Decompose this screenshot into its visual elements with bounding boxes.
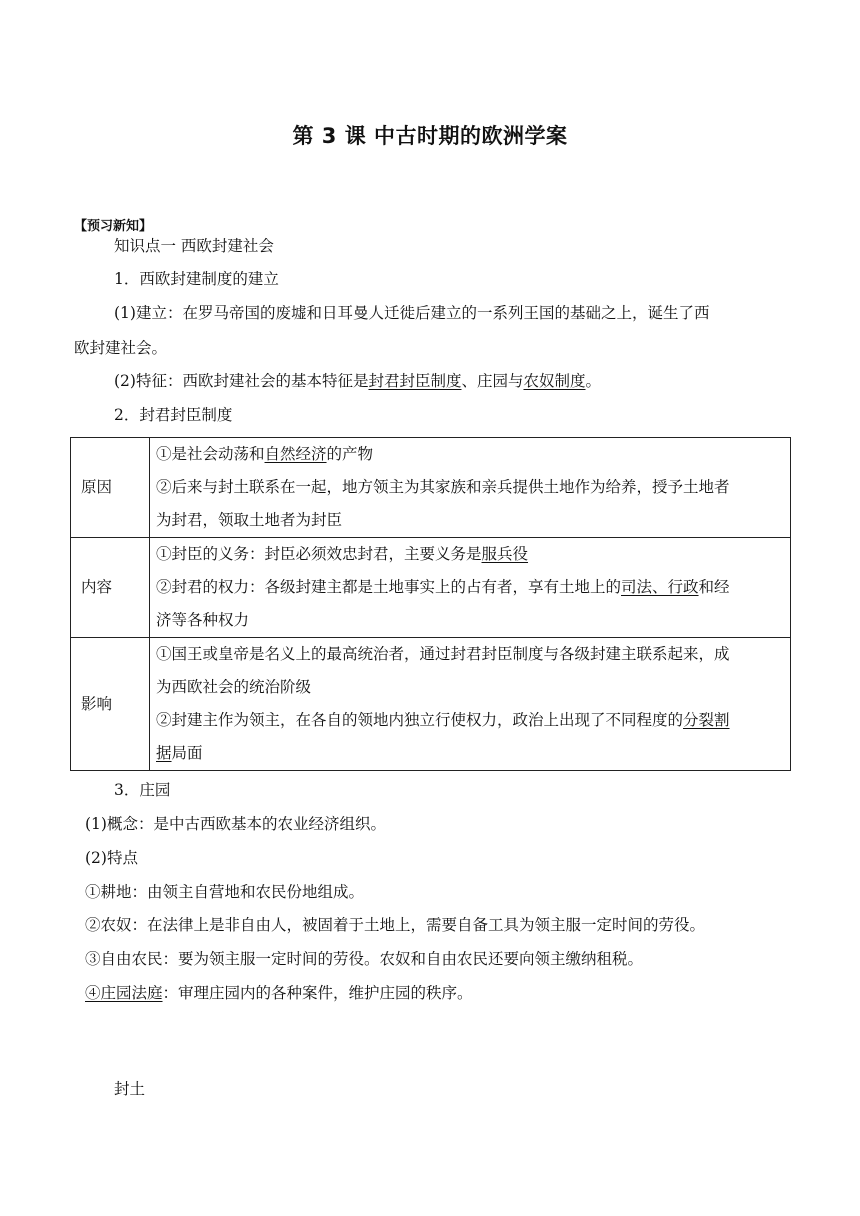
features-text-post: 。 (585, 372, 602, 390)
impact-line-3 (156, 704, 782, 737)
row-body-cause (150, 438, 791, 538)
manor-feature-1: ①耕地：由领主自营地和农民份地组成。 (85, 883, 365, 901)
features-term-1: 封君封臣制度 (368, 372, 462, 390)
footer-word: 封土 (114, 1080, 146, 1098)
row-label-cause: 原因 (71, 438, 150, 538)
manor-features-heading: (2)特点 (85, 849, 138, 867)
impact-line-2: 为西欧社会的统治阶级 (156, 678, 312, 696)
cause-line-3: 为封君，领取土地者为封臣 (156, 511, 343, 529)
impact-text: ②封建主作为领主，在各自的领地内独立行使权力，政治上出现了不同程度的 (156, 711, 684, 729)
manor-feature-3: ③自由农民：要为领主服一定时间的劳役。农奴和自由农民还要向领主缴纳租税。 (85, 950, 644, 968)
table-row (71, 638, 791, 771)
features-text-pre: (2)特征：西欧封建社会的基本特征是 (114, 372, 369, 390)
content-line-2 (156, 571, 782, 604)
manor-feature-4 (85, 982, 473, 1004)
impact-term-part1: 分裂割 (683, 711, 730, 729)
features-text-mid: 、庄园与 (461, 372, 524, 390)
subheading-3: 3．庄园 (114, 781, 171, 799)
cause-text-post: 的产物 (326, 445, 374, 463)
impact-term-part2: 据 (156, 744, 172, 762)
content-term-judicial: 司法、行政 (621, 578, 699, 596)
knowledge-point-heading: 知识点一 西欧封建社会 (114, 237, 274, 255)
content-line-3: 济等各种权力 (156, 611, 250, 629)
cause-text: ①是社会动荡和 (156, 445, 265, 463)
impact-text-post: 局面 (171, 744, 203, 762)
row-label-content: 内容 (71, 538, 150, 638)
content-text: ①封臣的义务：封臣必须效忠封君，主要义务是 (156, 545, 482, 563)
table-row (71, 538, 791, 638)
manor-feature-4-text: ：审理庄园内的各种案件，维护庄园的秩序。 (162, 984, 473, 1002)
feudal-system-table (70, 437, 791, 771)
cause-line-1 (156, 438, 782, 471)
row-body-impact (150, 638, 791, 771)
manor-feature-2: ②农奴：在法律上是非自由人，被固着于土地上，需要自备工具为领主服一定时间的劳役。 (85, 916, 706, 934)
manor-concept: (1)概念：是中古西欧基本的农业经济组织。 (85, 815, 386, 833)
paragraph-features (114, 370, 601, 392)
manor-court-term: ④庄园法庭 (85, 984, 163, 1002)
paragraph-establishment-line2: 欧封建社会。 (74, 339, 168, 357)
subheading-2: 2．封君封臣制度 (114, 406, 233, 424)
features-term-2: 农奴制度 (523, 372, 586, 390)
content-line-1 (156, 538, 782, 571)
row-label-impact: 影响 (71, 638, 150, 771)
paragraph-establishment-line1: (1)建立：在罗马帝国的废墟和日耳曼人迁徙后建立的一系列王国的基础之上，诞生了西 (114, 304, 710, 322)
impact-line-4 (156, 737, 782, 770)
table-row (71, 438, 791, 538)
subheading-1: 1．西欧封建制度的建立 (114, 270, 279, 288)
page-title: 第 3 课 中古时期的欧洲学案 (292, 124, 568, 148)
cause-line-2: ②后来与封土联系在一起，地方领主为其家族和亲兵提供土地作为给养，授予土地者 (156, 478, 730, 496)
content-term-military: 服兵役 (481, 545, 529, 563)
cause-term: 自然经济 (264, 445, 327, 463)
content-text-2: ②封君的权力：各级封建主都是土地事实上的占有者，享有土地上的 (156, 578, 622, 596)
row-body-content (150, 538, 791, 638)
content-text-2-post: 和经 (698, 578, 730, 596)
impact-line-1: ①国王或皇帝是名义上的最高统治者，通过封君封臣制度与各级封建主联系起来，成 (156, 645, 730, 663)
section-label: 【预习新知】 (74, 219, 153, 234)
